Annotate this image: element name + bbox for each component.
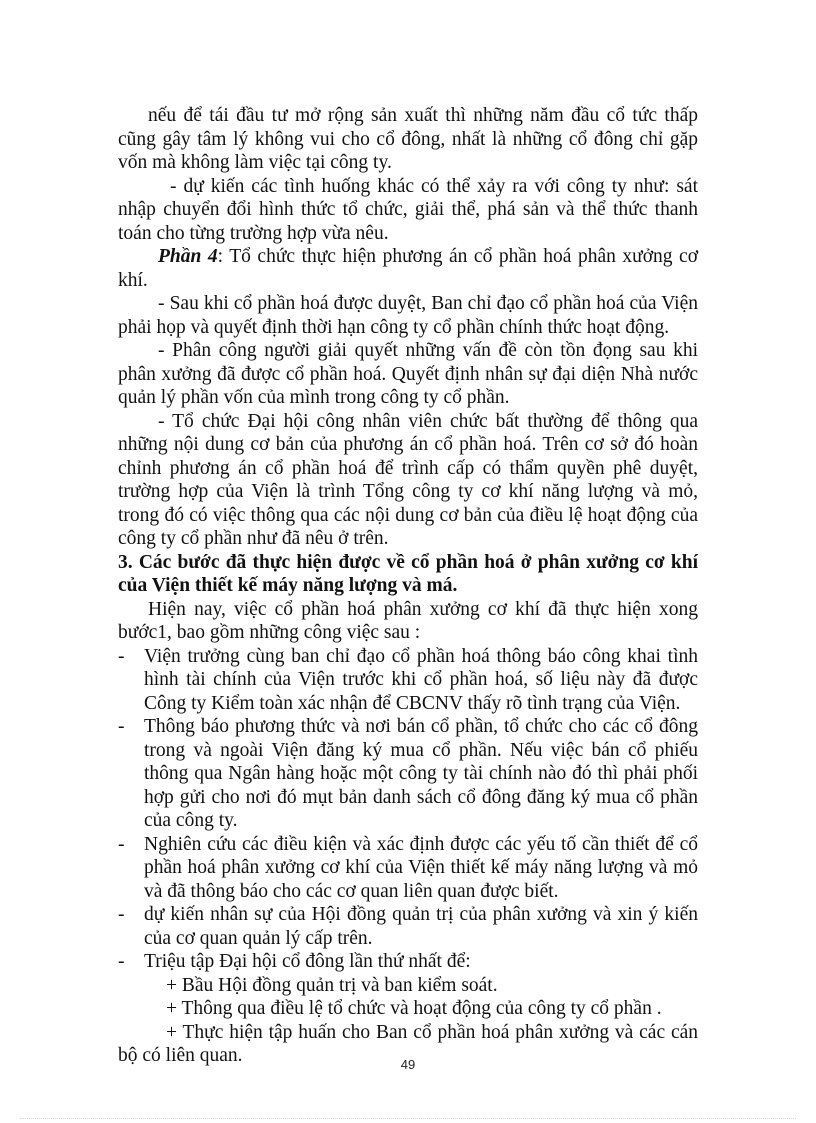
page-body	[118, 104, 698, 1068]
list-item-text: Triệu tập Đại hội cổ đông lần thứ nhất để:	[144, 951, 471, 972]
section-part-4	[118, 245, 698, 292]
dash-list	[118, 645, 698, 974]
paragraph: nếu để tái đầu tư mở rộng sản xuất thì những năm đầu cổ tức thấp cũng gây tâm lý không vui cho cổ đông, nhất là những cổ đông chỉ gặp vốn mà không làm việc tại công ty.	[118, 105, 698, 173]
paragraph: - Sau khi cổ phần hoá được duyệt, Ban chỉ đạo cổ phần hoá của Viện phải họp và quyết định thời hạn công ty cổ phần chính thức hoạt động.	[118, 293, 698, 338]
page-bottom-divider	[20, 1118, 796, 1119]
dash-marker: -	[118, 951, 125, 972]
page-number: 49	[400, 1057, 416, 1072]
paragraph: - Tổ chức Đại hội công nhân viên chức bất thường để thông qua những nội dung cơ bản của phương án cổ phần hoá. Trên cơ sở đó hoàn chỉnh phương án cổ phần hoá để trình cấp có thẩm quyền phê duyệt, trường hợp của Viện là trình Tổng công ty cơ khí năng lượng và mỏ, trong đó có việc thông qua các nội dung cơ bản của điều lệ hoạt động của công ty cổ phần như đã nêu ở trên.	[118, 410, 698, 549]
list-item-text: Nghiên cứu các điều kiện và xác định được các yếu tố cần thiết để cổ phần hoá phân xưởng cơ khí của Viện thiết kế máy năng lượng và mỏ và đã thông báo cho các cơ quan liên quan được biết.	[144, 833, 698, 902]
part-label: Phần 4	[158, 246, 218, 267]
paragraph: Hiện nay, việc cổ phần hoá phân xưởng cơ khí đã thực hiện xong bước1, bao gồm những công việc sau :	[118, 598, 698, 643]
part-title: : Tổ chức thực hiện phương án cổ phần hoá phân xưởng cơ khí.	[118, 246, 699, 291]
section-heading: 3. Các bước đã thực hiện được về cổ phần hoá ở phân xưởng cơ khí của Viện thiết kế máy năng lượng và má.	[118, 551, 698, 596]
list-item	[118, 833, 698, 904]
dash-marker: -	[118, 833, 125, 855]
sub-list-item: + Thực hiện tập huấn cho Ban cổ phần hoá phân xưởng và các cán bộ có liên quan.	[118, 1021, 698, 1066]
list-item	[118, 903, 698, 950]
dash-marker: -	[118, 716, 125, 737]
list-item-text: Thông báo phương thức và nơi bán cổ phần, tổ chức cho các cổ đông trong và ngoài Viện đăng ký mua cổ phần. Nếu việc bán cổ phiếu thông qua Ngân hàng hoặc một công ty tài chính nào đó thì phải phối hợp gửi cho nơi đó mụt bản danh sách cổ đông đăng ký mua cổ phần của công ty.	[144, 716, 698, 831]
list-item	[118, 715, 698, 833]
dash-marker: -	[118, 645, 125, 667]
list-item	[118, 645, 698, 716]
sub-list-item: + Bầu Hội đồng quản trị và ban kiểm soát.	[166, 974, 498, 996]
paragraph: - dự kiến các tình huống khác có thể xảy ra với công ty như: sát nhập chuyển đổi hình thức tổ chức, giải thể, phá sản và thể thức thanh toán cho từng trường hợp vừa nêu.	[118, 175, 698, 244]
list-item	[118, 950, 698, 974]
list-item-text: Viện trưởng cùng ban chỉ đạo cổ phần hoá thông báo công khai tình hình tài chính của Viện trước khi cổ phần hoá, số liệu này đã được Công ty Kiểm toàn xác nhận để CBCNV thấy rõ tình trạng của Viện.	[144, 645, 698, 714]
sub-list-item: + Thông qua điều lệ tổ chức và hoạt động của công ty cổ phần .	[166, 998, 662, 1019]
paragraph: - Phân công người giải quyết những vấn đề còn tồn đọng sau khi phân xưởng đã được cổ phần hoá. Quyết định nhân sự đại diện Nhà nước quản lý phần vốn của mình trong công ty cổ phần.	[118, 340, 698, 408]
list-item-text: dự kiến nhân sự của Hội đồng quản trị của phân xưởng và xin ý kiến của cơ quan quản lý cấp trên.	[144, 904, 698, 949]
dash-marker: -	[118, 904, 125, 925]
